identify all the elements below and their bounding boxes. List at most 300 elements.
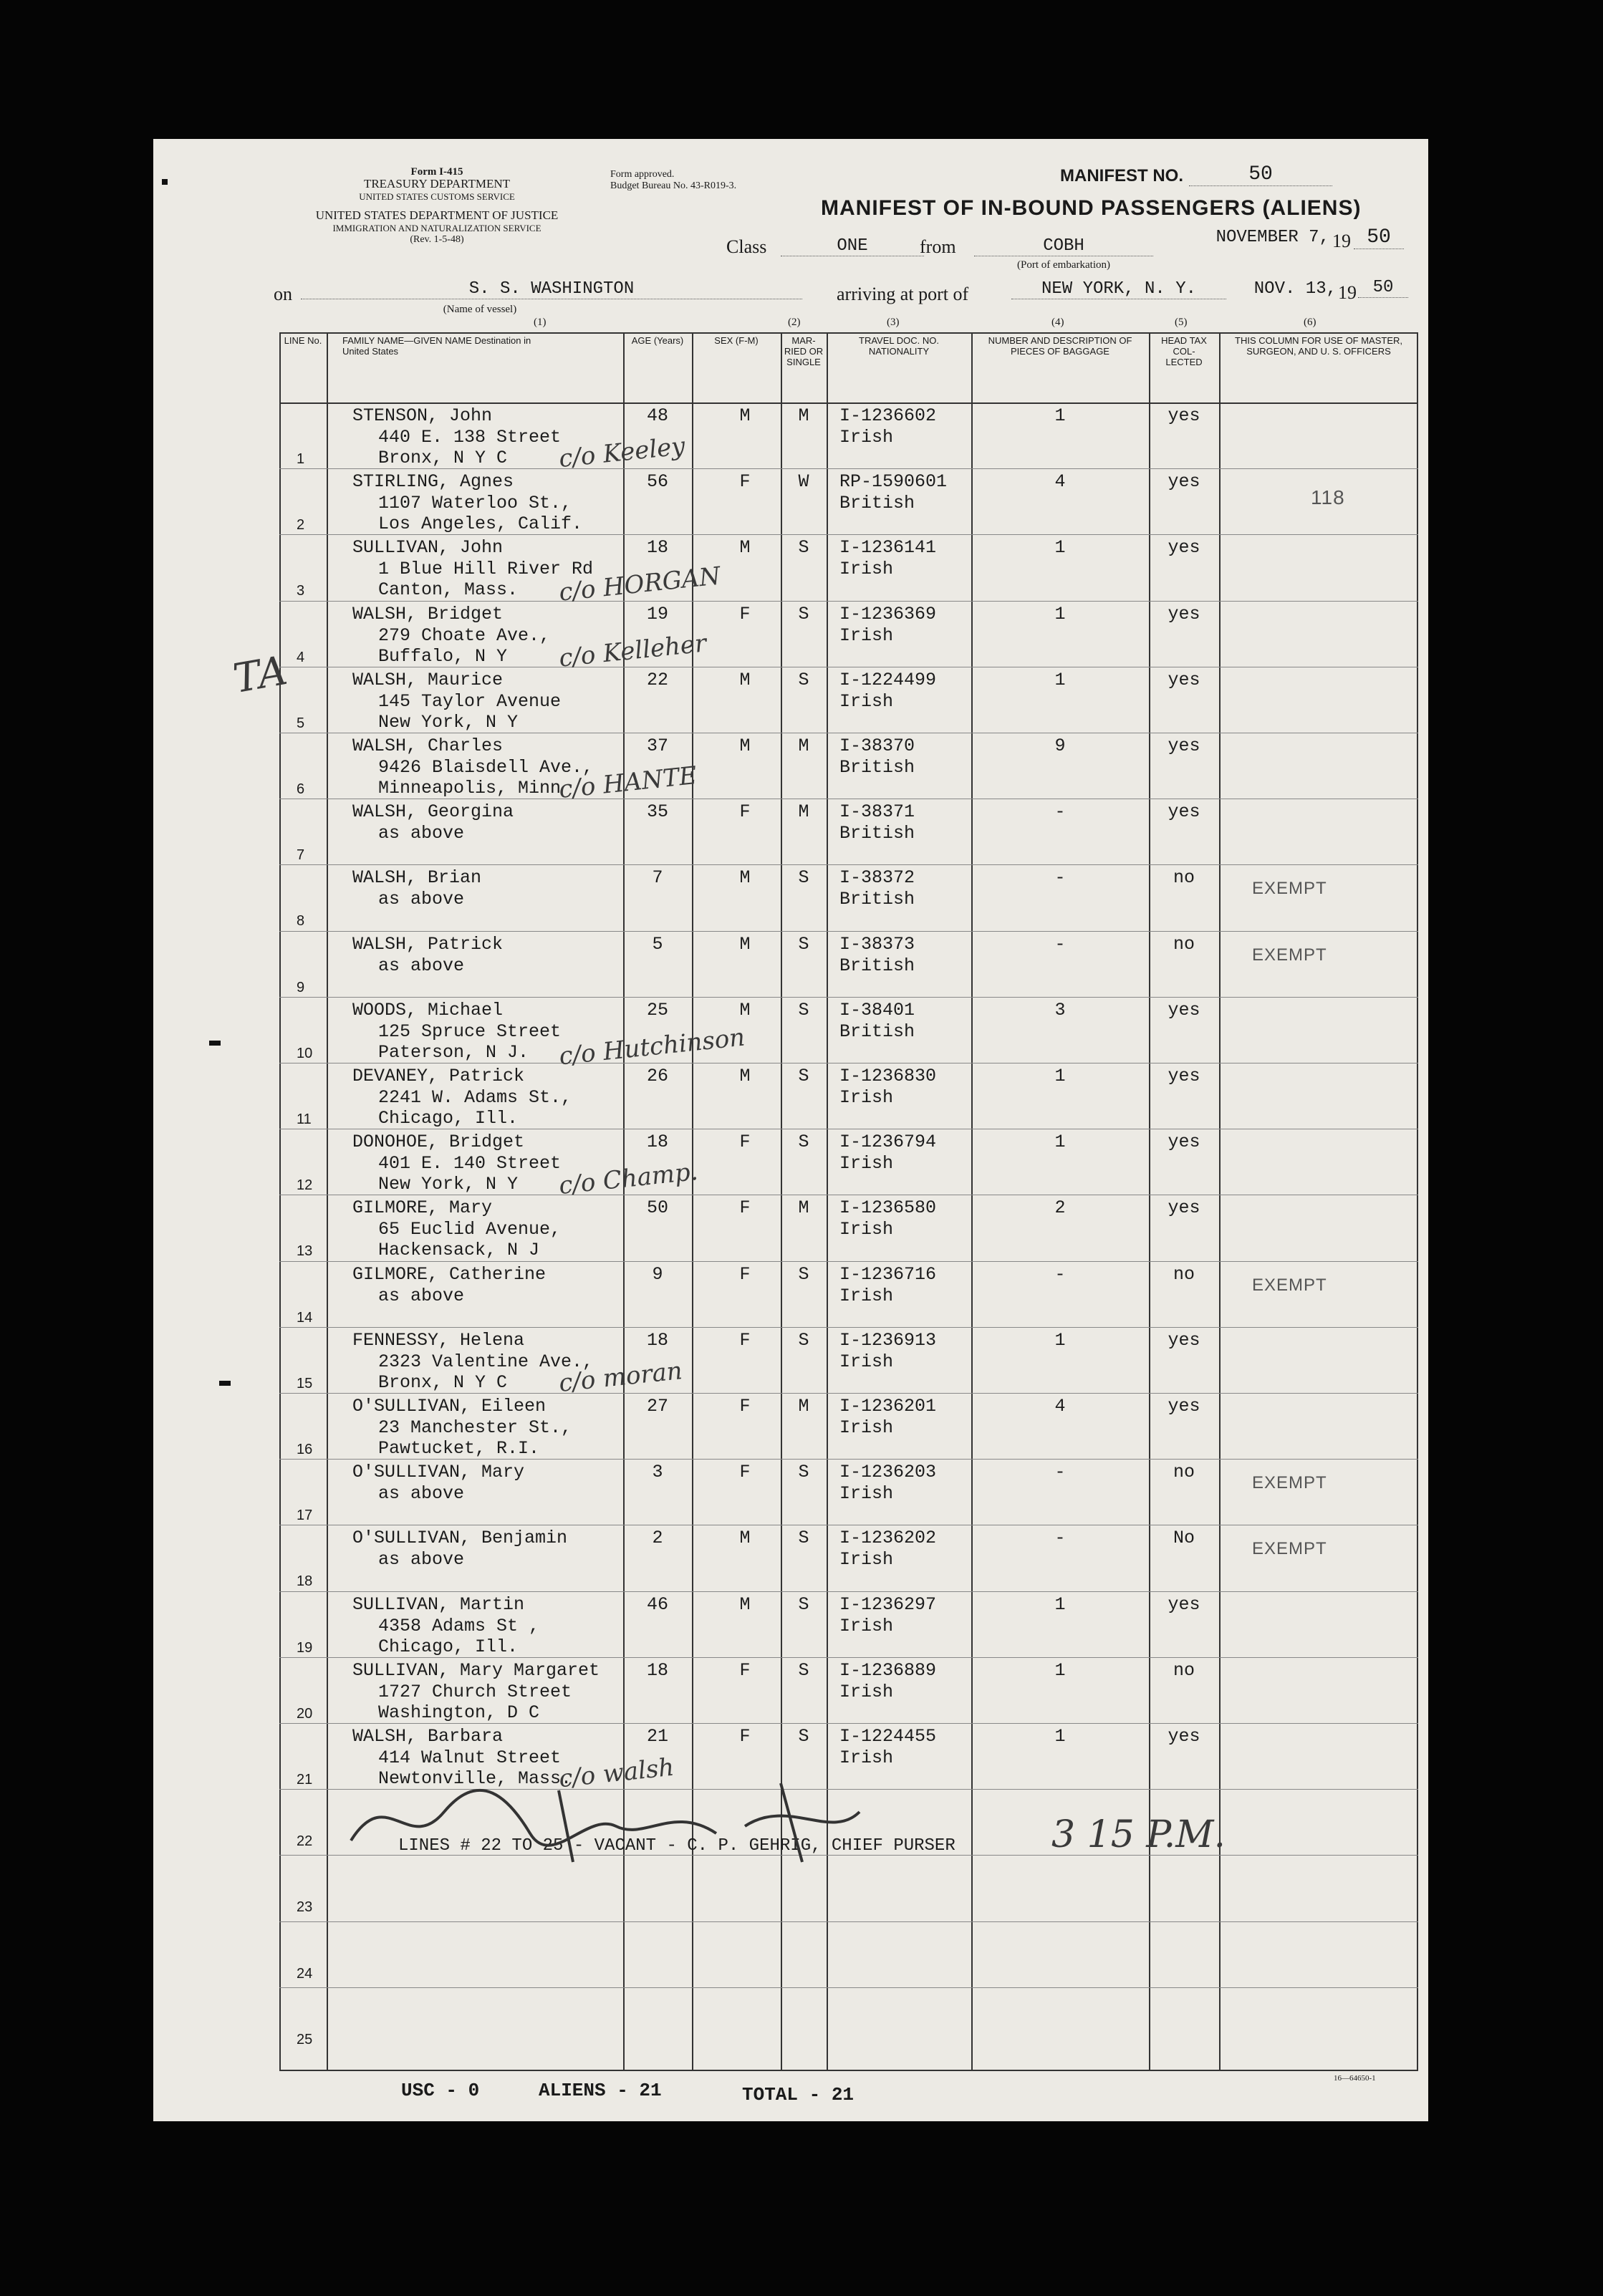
- sex: F: [739, 1132, 751, 1153]
- nationality: British: [839, 823, 915, 844]
- destination-address: 9426 Blaisdell Ave.,: [378, 757, 594, 778]
- revision: (Rev. 1-5-48): [410, 234, 464, 245]
- margin-note: TA: [229, 647, 291, 703]
- col-head-baggage: NUMBER AND DESCRIPTION OF PIECES OF BAGGAGE: [988, 335, 1132, 357]
- year-prefix: 19: [1332, 231, 1351, 251]
- passenger-name: WALSH, Bridget: [352, 603, 504, 624]
- line-number: 5: [297, 715, 305, 731]
- nationality: British: [839, 493, 915, 514]
- col-head-married: MAR-RIED OR SINGLE: [784, 335, 824, 367]
- head-tax: yes: [1168, 999, 1200, 1021]
- officer-note: EXEMPT: [1252, 945, 1327, 965]
- line-number: 9: [297, 979, 305, 995]
- baggage-count: 1: [1054, 669, 1066, 690]
- travel-doc-number: RP-1590601: [839, 471, 948, 493]
- destination-city: Pawtucket, R.I.: [378, 1438, 540, 1459]
- marital-status: S: [798, 999, 809, 1021]
- line-number: 11: [297, 1111, 312, 1127]
- passenger-name: WALSH, Patrick: [352, 933, 504, 955]
- head-tax: yes: [1168, 471, 1200, 493]
- head-tax: no: [1173, 867, 1195, 889]
- line-number: 19: [297, 1639, 313, 1656]
- row-divider: [279, 997, 1418, 998]
- destination-address: as above: [378, 955, 465, 976]
- line-number: 23: [297, 1899, 313, 1916]
- sex: M: [739, 537, 751, 559]
- age: 56: [646, 471, 668, 493]
- footer-usc: USC - 0: [401, 2080, 480, 2101]
- marital-status: S: [798, 1659, 809, 1681]
- baggage-count: 1: [1054, 1066, 1066, 1086]
- embark-note: (Port of embarkation): [1017, 259, 1110, 271]
- nationality: Irish: [839, 690, 894, 712]
- head-tax: yes: [1168, 1197, 1200, 1219]
- col-head-travel-doc: TRAVEL DOC. NO. NATIONALITY: [859, 335, 939, 357]
- arrival-port: NEW YORK, N. Y.: [1011, 279, 1226, 299]
- nationality: Irish: [839, 559, 894, 580]
- destination-address: 145 Taylor Avenue: [378, 690, 562, 712]
- baggage-count: 1: [1054, 405, 1066, 426]
- baggage-count: 1: [1054, 537, 1066, 559]
- travel-doc-number: I-38371: [839, 801, 915, 823]
- travel-doc-number: I-1236369: [839, 603, 937, 624]
- age: 46: [646, 1593, 668, 1615]
- officer-note: EXEMPT: [1252, 1275, 1327, 1295]
- nationality: British: [839, 889, 915, 910]
- sex: M: [739, 933, 751, 955]
- travel-doc-number: I-1236913: [839, 1329, 937, 1351]
- col-number-1: (1): [534, 317, 547, 328]
- footer-total: TOTAL - 21: [742, 2084, 855, 2106]
- age: 2: [652, 1528, 663, 1549]
- age: 18: [646, 1132, 668, 1153]
- line-number: 13: [297, 1243, 313, 1260]
- col-number-3: (3): [887, 317, 900, 328]
- destination-address: 125 Spruce Street: [378, 1021, 562, 1042]
- age: 5: [652, 933, 663, 955]
- destination-address: 440 E. 138 Street: [378, 427, 562, 448]
- marital-status: W: [798, 471, 809, 493]
- destination-city: Bronx, N Y C: [378, 448, 508, 468]
- age: 9: [652, 1263, 663, 1285]
- age: 3: [652, 1462, 663, 1483]
- passenger-name: DONOHOE, Bridget: [352, 1132, 525, 1153]
- baggage-count: -: [1054, 801, 1066, 823]
- head-tax: no: [1173, 1462, 1195, 1483]
- sex: F: [739, 1329, 751, 1351]
- sex: F: [739, 1263, 751, 1285]
- travel-doc-number: I-1236602: [839, 405, 937, 426]
- travel-doc-number: I-38401: [839, 999, 915, 1021]
- baggage-count: 9: [1054, 735, 1066, 756]
- destination-city: Chicago, Ill.: [378, 1636, 519, 1657]
- travel-doc-number: I-38373: [839, 933, 915, 955]
- handwritten-care-of: c/o HORGAN: [557, 561, 722, 608]
- marital-status: S: [798, 1263, 809, 1285]
- ins-service: IMMIGRATION AND NATURALIZATION SERVICE: [332, 223, 541, 233]
- passenger-name: O'SULLIVAN, Benjamin: [352, 1528, 568, 1549]
- destination-city: Washington, D C: [378, 1702, 540, 1723]
- margin-mark: [162, 179, 168, 185]
- head-tax: yes: [1168, 1329, 1200, 1351]
- officer-note: EXEMPT: [1252, 1539, 1327, 1559]
- nationality: Irish: [839, 1681, 894, 1702]
- age: 7: [652, 867, 663, 889]
- passenger-name: O'SULLIVAN, Mary: [352, 1462, 525, 1483]
- age: 25: [646, 999, 668, 1021]
- travel-doc-number: I-1236201: [839, 1396, 937, 1417]
- travel-doc-number: I-38372: [839, 867, 915, 889]
- passenger-name: WALSH, Barbara: [352, 1726, 504, 1747]
- baggage-count: 1: [1054, 1593, 1066, 1615]
- age: 18: [646, 1329, 668, 1351]
- head-tax: yes: [1168, 405, 1200, 426]
- age: 18: [646, 537, 668, 559]
- destination-city: Canton, Mass.: [378, 579, 519, 601]
- sex: F: [739, 1396, 751, 1417]
- marital-status: M: [798, 801, 809, 823]
- handwritten-care-of: c/o Hutchinson: [557, 1023, 746, 1071]
- head-tax: No: [1173, 1528, 1195, 1549]
- passenger-name: WALSH, Brian: [352, 867, 482, 889]
- line-number: 2: [297, 517, 305, 534]
- marital-status: S: [798, 1329, 809, 1351]
- destination-address: as above: [378, 889, 465, 910]
- col-number-5: (5): [1175, 317, 1188, 328]
- destination-address: 1 Blue Hill River Rd: [378, 559, 594, 580]
- departure-date: NOVEMBER 7,: [1216, 228, 1329, 247]
- form-number: Form I-415: [410, 166, 463, 178]
- travel-doc-number: I-1236889: [839, 1659, 937, 1681]
- sex: F: [739, 603, 751, 624]
- officer-note: EXEMPT: [1252, 879, 1327, 899]
- travel-doc-number: I-1224455: [839, 1726, 937, 1747]
- nationality: Irish: [839, 1747, 894, 1768]
- line-number: 21: [297, 1772, 313, 1788]
- age: 27: [646, 1396, 668, 1417]
- baggage-count: 1: [1054, 1659, 1066, 1681]
- travel-doc-number: I-1236141: [839, 537, 937, 559]
- travel-doc-number: I-1236203: [839, 1462, 937, 1483]
- margin-mark: [219, 1381, 231, 1386]
- sex: F: [739, 1197, 751, 1219]
- head-tax: no: [1173, 1659, 1195, 1681]
- nationality: Irish: [839, 1549, 894, 1571]
- destination-city: Bronx, N Y C: [378, 1371, 508, 1393]
- marital-status: S: [798, 603, 809, 624]
- from-label: from: [920, 236, 956, 257]
- print-code: 16—64650-1: [1334, 2074, 1376, 2083]
- age: 48: [646, 405, 668, 426]
- officer-note: EXEMPT: [1252, 1473, 1327, 1493]
- passenger-name: WALSH, Georgina: [352, 801, 514, 823]
- marital-status: S: [798, 1528, 809, 1549]
- handwritten-care-of: c/o moran: [557, 1356, 684, 1398]
- head-tax: yes: [1168, 1396, 1200, 1417]
- baggage-count: 1: [1054, 1329, 1066, 1351]
- passenger-name: STIRLING, Agnes: [352, 471, 514, 493]
- age: 26: [646, 1066, 668, 1086]
- travel-doc-number: I-1224499: [839, 669, 937, 690]
- line-number: 22: [297, 1833, 313, 1850]
- nationality: British: [839, 757, 915, 778]
- head-tax: yes: [1168, 1066, 1200, 1086]
- head-tax: yes: [1168, 1593, 1200, 1615]
- marital-status: S: [798, 933, 809, 955]
- head-tax: no: [1173, 933, 1195, 955]
- row-divider: [279, 864, 1418, 865]
- age: 50: [646, 1197, 668, 1219]
- head-tax: yes: [1168, 1726, 1200, 1747]
- sex: M: [739, 1593, 751, 1615]
- head-tax: yes: [1168, 801, 1200, 823]
- passenger-name: GILMORE, Mary: [352, 1197, 493, 1219]
- head-tax: yes: [1168, 603, 1200, 624]
- age: 18: [646, 1659, 668, 1681]
- head-tax: yes: [1168, 735, 1200, 756]
- row-divider: [279, 1987, 1418, 1988]
- customs-service: UNITED STATES CUSTOMS SERVICE: [359, 191, 515, 202]
- footer-aliens: ALIENS - 21: [539, 2080, 662, 2101]
- marital-status: M: [798, 405, 809, 426]
- marital-status: S: [798, 1593, 809, 1615]
- baggage-count: -: [1054, 1263, 1066, 1285]
- handwritten-care-of: c/o HANTE: [557, 761, 698, 804]
- line-number: 1: [297, 451, 305, 467]
- baggage-count: 4: [1054, 471, 1066, 493]
- nationality: Irish: [839, 1351, 894, 1372]
- baggage-count: -: [1054, 1528, 1066, 1549]
- nationality: Irish: [839, 1087, 894, 1108]
- travel-doc-number: I-1236297: [839, 1593, 937, 1615]
- destination-address: 414 Walnut Street: [378, 1747, 562, 1768]
- line-number: 10: [297, 1045, 313, 1061]
- manifest-label: MANIFEST NO.: [1060, 166, 1183, 185]
- line-number: 20: [297, 1705, 313, 1722]
- passenger-name: FENNESSY, Helena: [352, 1329, 525, 1351]
- passenger-name: WOODS, Michael: [352, 999, 504, 1021]
- destination-address: as above: [378, 823, 465, 844]
- baggage-count: 4: [1054, 1396, 1066, 1417]
- passenger-name: DEVANEY, Patrick: [352, 1066, 525, 1086]
- vacant-lines-note: LINES # 22 TO 25 - VACANT - C. P. GEHRIG, CHIEF PURSER: [398, 1836, 955, 1856]
- destination-city: New York, N Y: [378, 1174, 519, 1195]
- destination-city: Hackensack, N J: [378, 1240, 540, 1261]
- age: 21: [646, 1726, 668, 1747]
- purser-signature: [344, 1769, 1261, 1869]
- marital-status: S: [798, 669, 809, 690]
- baggage-count: -: [1054, 1462, 1066, 1483]
- on-label: on: [274, 284, 292, 304]
- line-number: 14: [297, 1309, 313, 1326]
- destination-city: Minneapolis, Minn: [378, 778, 562, 799]
- sex: M: [739, 1528, 751, 1549]
- age: 37: [646, 735, 668, 756]
- marital-status: M: [798, 1197, 809, 1219]
- from-value: COBH: [974, 236, 1153, 256]
- head-tax: yes: [1168, 1132, 1200, 1153]
- handwritten-care-of: c/o Keeley: [557, 431, 687, 474]
- sex: M: [739, 669, 751, 690]
- arrival-year-prefix: 19: [1338, 282, 1357, 303]
- col-number-6: (6): [1304, 317, 1316, 328]
- manifest-number: 50: [1189, 163, 1332, 186]
- sex: F: [739, 1726, 751, 1747]
- sex: F: [739, 1462, 751, 1483]
- destination-address: 2323 Valentine Ave.,: [378, 1351, 594, 1372]
- nationality: Irish: [839, 1615, 894, 1636]
- nationality: Irish: [839, 1153, 894, 1174]
- col-number-4: (4): [1051, 317, 1064, 328]
- line-number: 4: [297, 649, 305, 665]
- officer-note: 118: [1311, 486, 1345, 509]
- sex: M: [739, 867, 751, 889]
- nationality: Irish: [839, 427, 894, 448]
- col-head-sex: SEX (F-M): [714, 335, 759, 346]
- treasury-department: TREASURY DEPARTMENT: [363, 177, 511, 190]
- margin-mark: [209, 1041, 221, 1046]
- divider: [327, 332, 328, 2071]
- marital-status: S: [798, 1726, 809, 1747]
- vessel-name: S. S. WASHINGTON: [301, 279, 802, 299]
- nationality: Irish: [839, 1417, 894, 1438]
- col-number-2: (2): [788, 317, 801, 328]
- destination-address: 2241 W. Adams St.,: [378, 1087, 572, 1108]
- line-number: 6: [297, 781, 305, 797]
- destination-address: 23 Manchester St.,: [378, 1417, 572, 1438]
- age: 19: [646, 603, 668, 624]
- destination-address: 1107 Waterloo St.,: [378, 493, 572, 514]
- baggage-count: 3: [1054, 999, 1066, 1021]
- destination-city: Newtonville, Mass.: [378, 1768, 572, 1789]
- manifest-title: MANIFEST OF IN-BOUND PASSENGERS (ALIENS): [821, 196, 1362, 220]
- col-head-officers: THIS COLUMN FOR USE OF MASTER, SURGEON, AND U. S. OFFICERS: [1235, 335, 1403, 357]
- passenger-name: SULLIVAN, John: [352, 537, 504, 559]
- year-value: 50: [1354, 226, 1404, 249]
- marital-status: S: [798, 537, 809, 559]
- budget-bureau: Budget Bureau No. 43-R019-3.: [610, 180, 737, 191]
- header-divider: [279, 402, 1418, 404]
- line-number: 16: [297, 1442, 313, 1457]
- passenger-name: SULLIVAN, Mary Margaret: [352, 1659, 600, 1681]
- sex: M: [739, 1066, 751, 1086]
- travel-doc-number: I-1236716: [839, 1263, 937, 1285]
- line-number: 8: [297, 913, 305, 930]
- sex: M: [739, 735, 751, 756]
- destination-address: as above: [378, 1483, 465, 1505]
- row-divider: [279, 931, 1418, 932]
- destination-address: as above: [378, 1549, 465, 1571]
- handwritten-time: 3 15 P.M.: [1051, 1813, 1226, 1856]
- col-head-name: FAMILY NAME—GIVEN NAME Destination in United States: [342, 335, 531, 357]
- class-value: ONE: [781, 236, 924, 256]
- col-head-headtax: HEAD TAX COL-LECTED: [1161, 335, 1207, 367]
- head-tax: yes: [1168, 669, 1200, 690]
- nationality: British: [839, 955, 915, 976]
- travel-doc-number: I-1236580: [839, 1197, 937, 1219]
- head-tax: yes: [1168, 537, 1200, 559]
- department-of-justice: UNITED STATES DEPARTMENT OF JUSTICE: [315, 208, 559, 222]
- sex: F: [739, 1659, 751, 1681]
- row-divider: [279, 1921, 1418, 1922]
- nationality: British: [839, 1021, 915, 1042]
- baggage-count: 1: [1054, 1132, 1066, 1153]
- travel-doc-number: I-38370: [839, 735, 915, 756]
- age: 35: [646, 801, 668, 823]
- arriving-label: arriving at port of: [837, 284, 969, 304]
- passenger-name: O'SULLIVAN, Eileen: [352, 1396, 547, 1417]
- marital-status: S: [798, 1066, 809, 1086]
- baggage-count: -: [1054, 933, 1066, 955]
- line-number: 18: [297, 1573, 313, 1590]
- sex: M: [739, 999, 751, 1021]
- form-approved: Form approved.: [610, 169, 675, 180]
- arrival-date: NOV. 13,: [1253, 279, 1337, 299]
- marital-status: S: [798, 1462, 809, 1483]
- vessel-note: (Name of vessel): [443, 304, 517, 315]
- passenger-name: SULLIVAN, Martin: [352, 1593, 525, 1615]
- sex: F: [739, 471, 751, 493]
- baggage-count: 1: [1054, 603, 1066, 624]
- handwritten-care-of: c/o Kelleher: [557, 628, 708, 673]
- sex: M: [739, 405, 751, 426]
- age: 22: [646, 669, 668, 690]
- destination-city: New York, N Y: [378, 711, 519, 733]
- line-number: 7: [297, 847, 305, 864]
- passenger-name: GILMORE, Catherine: [352, 1263, 547, 1285]
- destination-city: Los Angeles, Calif.: [378, 513, 583, 535]
- travel-doc-number: I-1236794: [839, 1132, 937, 1153]
- passenger-name: WALSH, Maurice: [352, 669, 504, 690]
- sex: F: [739, 801, 751, 823]
- row-divider: [279, 1327, 1418, 1328]
- col-head-line: LINE No.: [284, 335, 322, 346]
- line-number: 3: [297, 583, 305, 599]
- destination-city: Chicago, Ill.: [378, 1108, 519, 1129]
- destination-address: 279 Choate Ave.,: [378, 624, 551, 646]
- handwritten-care-of: c/o Champ.: [557, 1157, 700, 1201]
- arrival-year: 50: [1358, 278, 1408, 298]
- destination-address: 1727 Church Street: [378, 1681, 572, 1702]
- line-number: 24: [297, 1965, 313, 1982]
- head-tax: no: [1173, 1263, 1195, 1285]
- line-number: 17: [297, 1508, 313, 1524]
- destination-address: 65 Euclid Avenue,: [378, 1219, 562, 1240]
- destination-address: 401 E. 140 Street: [378, 1153, 562, 1174]
- class-label: Class: [726, 236, 767, 257]
- marital-status: S: [798, 1132, 809, 1153]
- passenger-name: STENSON, John: [352, 405, 493, 426]
- marital-status: M: [798, 735, 809, 756]
- destination-address: 4358 Adams St ,: [378, 1615, 540, 1636]
- line-number: 25: [297, 2031, 313, 2047]
- nationality: Irish: [839, 1483, 894, 1505]
- col-head-age: AGE (Years): [631, 335, 684, 346]
- destination-city: Buffalo, N Y: [378, 645, 508, 667]
- row-divider: [279, 1591, 1418, 1592]
- destination-address: as above: [378, 1285, 465, 1306]
- travel-doc-number: I-1236830: [839, 1066, 937, 1086]
- nationality: Irish: [839, 1285, 894, 1306]
- marital-status: M: [798, 1396, 809, 1417]
- baggage-count: -: [1054, 867, 1066, 889]
- destination-city: Paterson, N J.: [378, 1041, 529, 1063]
- baggage-count: 1: [1054, 1726, 1066, 1747]
- handwritten-care-of: c/o walsh: [557, 1752, 676, 1794]
- nationality: Irish: [839, 624, 894, 646]
- marital-status: S: [798, 867, 809, 889]
- nationality: Irish: [839, 1219, 894, 1240]
